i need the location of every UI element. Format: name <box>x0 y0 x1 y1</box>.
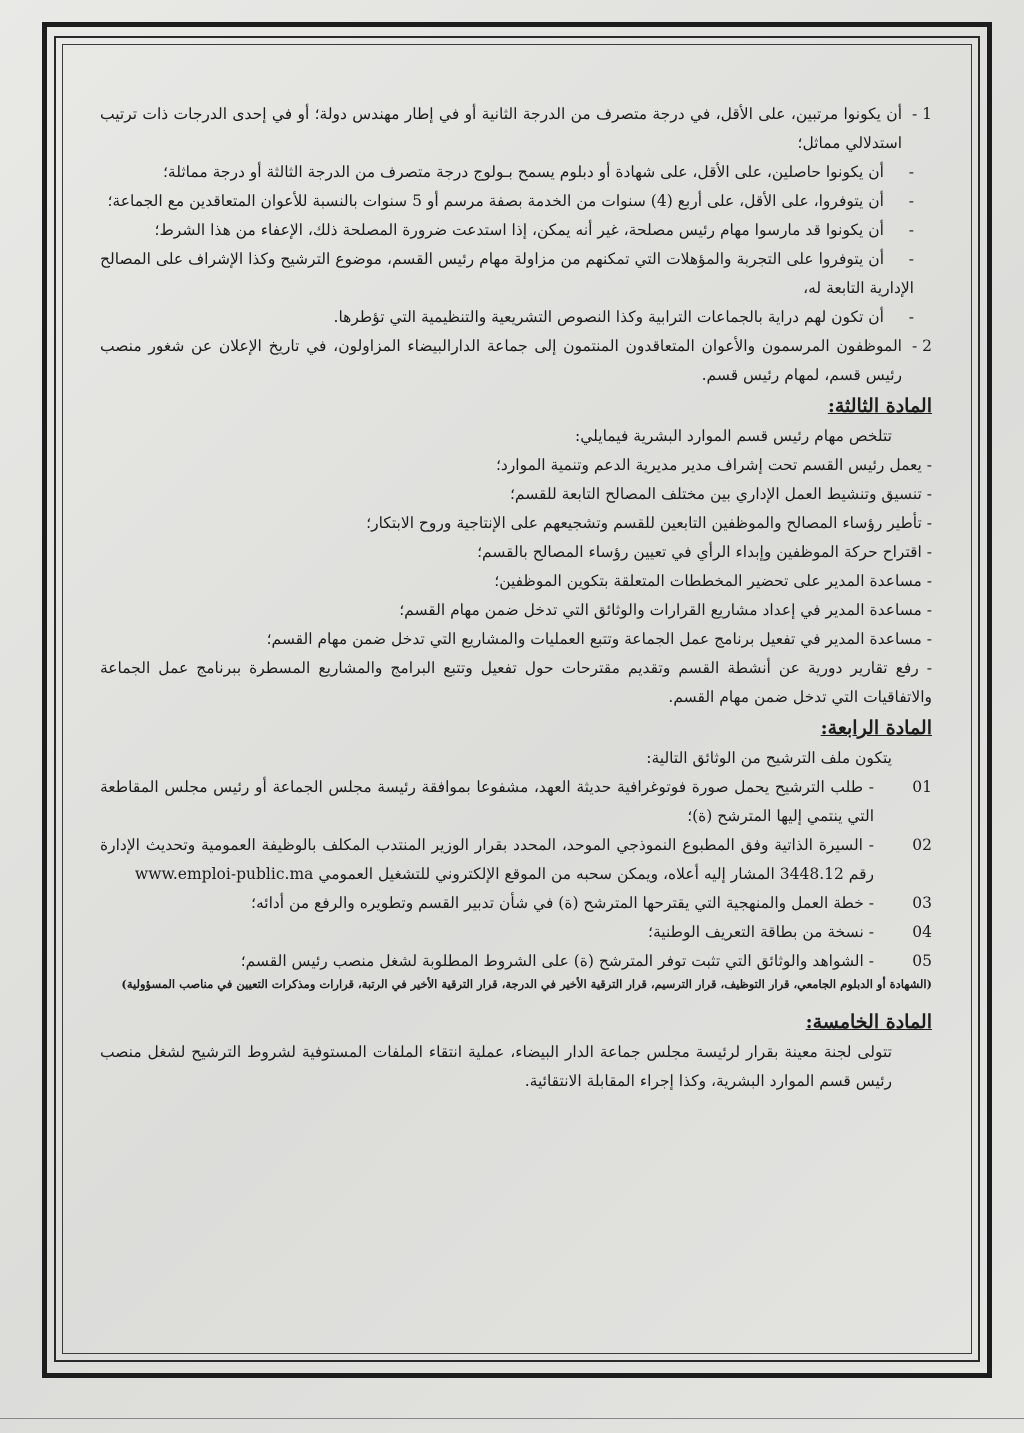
task-item: - يعمل رئيس القسم تحت إشراف مدير مديرية الدعم وتنمية الموارد؛ <box>495 456 932 474</box>
document-text: - طلب الترشيح يحمل صورة فوتوغرافية حديثة العهد، مشفوعا بموافقة رئيسة مجلس الجماعة أو رئيس مجلس المقاطعة التي ينتمي إليها المترشح (ة)؛ <box>100 778 874 825</box>
document-number: 02 <box>912 836 932 854</box>
article-4-heading: المادة الرابعة: <box>820 717 932 739</box>
condition-bullet: - أن تكون لهم دراية بالجماعات الترابية وكذا النصوص التشريعية والتنظيمية التي تؤطرها. <box>100 303 932 332</box>
task-item: - مساعدة المدير في إعداد مشاريع القرارات والوثائق التي تدخل ضمن مهام القسم؛ <box>399 601 932 619</box>
article-5-heading: المادة الخامسة: <box>805 1011 932 1033</box>
document-text: - السيرة الذاتية وفق المطبوع النموذجي الموحد، المحدد بقرار الوزير المنتدب المكلف بالوظيفة العمومية وتحديث الإدارة رقم 3448.12 المشار إليه أعلاه، ويمكن سحبه من الموقع الإلكتروني للتشغيل العمومي www.emploi-public.ma <box>100 836 874 883</box>
item-text: الموظفون المرسمون والأعوان المتعاقدون المنتمون إلى جماعة الدارالبيضاء المزاولون، في تاريخ الإعلان عن شغور منصب رئيس قسم، لمهام رئيس قسم. <box>100 337 902 384</box>
document-number: 04 <box>912 923 932 941</box>
condition-bullet: - أن يكونوا قد مارسوا مهام رئيس مصلحة، غير أنه يمكن، إذا استدعت ضرورة المصلحة ذلك، الإعفاء من هذا الشرط؛ <box>100 216 932 245</box>
document-number: 03 <box>912 894 932 912</box>
condition-bullet: - أن يتوفروا على التجربة والمؤهلات التي تمكنهم من مزاولة مهام رئيس القسم، موضوع الترشيح وكذا الإشراف على المصالح الإدارية التابعة له، <box>100 245 932 303</box>
task-item: - رفع تقارير دورية عن أنشطة القسم وتقديم مقترحات حول تفعيل وتتبع البرامج والمشاريع المسطرة ببرنامج عمل الجماعة والاتفاقيات التي تدخل ضمن مهام القسم. <box>100 659 932 706</box>
task-item: - اقتراح حركة الموظفين وإبداء الرأي في تعيين رؤساء المصالح بالقسم؛ <box>477 543 932 561</box>
document-text: - خطة العمل والمنهجية التي يقترحها المترشح (ة) في شأن تدبير القسم وتطويره والرفع من أدائه؛ <box>251 894 874 912</box>
document-text: - الشواهد والوثائق التي تثبت توفر المترشح (ة) على الشروط المطلوبة لشغل منصب رئيس القسم؛ <box>240 952 874 970</box>
task-item: - مساعدة المدير في تفعيل برنامج عمل الجماعة وتتبع العمليات والمشاريع التي تدخل ضمن مهام القسم؛ <box>266 630 932 648</box>
condition-item-1 <box>100 100 932 158</box>
article-3-intro: تتلخص مهام رئيس قسم الموارد البشرية فيمايلي: <box>575 427 892 445</box>
document-item <box>100 773 932 831</box>
page-edge-line <box>0 1418 1024 1419</box>
condition-item-2 <box>100 332 932 390</box>
item-number: 1 - <box>911 105 932 123</box>
document-item <box>100 947 932 976</box>
article-4-intro: يتكون ملف الترشيح من الوثائق التالية: <box>646 749 892 767</box>
document-item <box>100 831 932 889</box>
article-5-text: تتولى لجنة معينة بقرار لرئيسة مجلس جماعة الدار البيضاء، عملية انتقاء الملفات المستوفية لشروط الترشيح لشغل منصب رئيس قسم الموارد البشرية، وكذا إجراء المقابلة الانتقائية. <box>100 1043 892 1090</box>
document-item <box>100 918 932 947</box>
condition-bullet: - أن يتوفروا، على الأقل، على أربع (4) سنوات من الخدمة بصفة مرسم أو 5 سنوات بالنسبة للأعوان المتعاقدين مع الجماعة؛ <box>100 187 932 216</box>
item-number: 2 - <box>911 337 932 355</box>
documents-note: (الشهادة أو الدبلوم الجامعي، قرار التوظيف، قرار الترسيم، قرار الترقية الأخير في الدرجة، قرار الترقية الأخير في الرتبة، قرارات ومذكرات التعيين في مناصب المسؤولية) <box>121 977 932 991</box>
document-body <box>100 100 932 1096</box>
condition-bullet: - أن يكونوا حاصلين، على الأقل، على شهادة أو دبلوم يسمح بـولوج درجة متصرف من الدرجة الثالثة أو درجة مماثلة؛ <box>100 158 932 187</box>
document-text: - نسخة من بطاقة التعريف الوطنية؛ <box>648 923 874 941</box>
task-item: - تنسيق وتنشيط العمل الإداري بين مختلف المصالح التابعة للقسم؛ <box>509 485 932 503</box>
document-number: 01 <box>912 778 932 796</box>
article-3-heading: المادة الثالثة: <box>827 395 932 417</box>
item-text: أن يكونوا مرتبين، على الأقل، في درجة متصرف من الدرجة الثانية أو في إطار مهندس دولة؛ أو في إحدى الدرجات ذات ترتيب استدلالي مماثل؛ <box>100 105 902 152</box>
document-number: 05 <box>912 952 932 970</box>
task-item: - مساعدة المدير على تحضير المخططات المتعلقة بتكوين الموظفين؛ <box>494 572 932 590</box>
task-item: - تأطير رؤساء المصالح والموظفين التابعين للقسم وتشجيعهم على الإنتاجية وروح الابتكار؛ <box>366 514 932 532</box>
document-item <box>100 889 932 918</box>
